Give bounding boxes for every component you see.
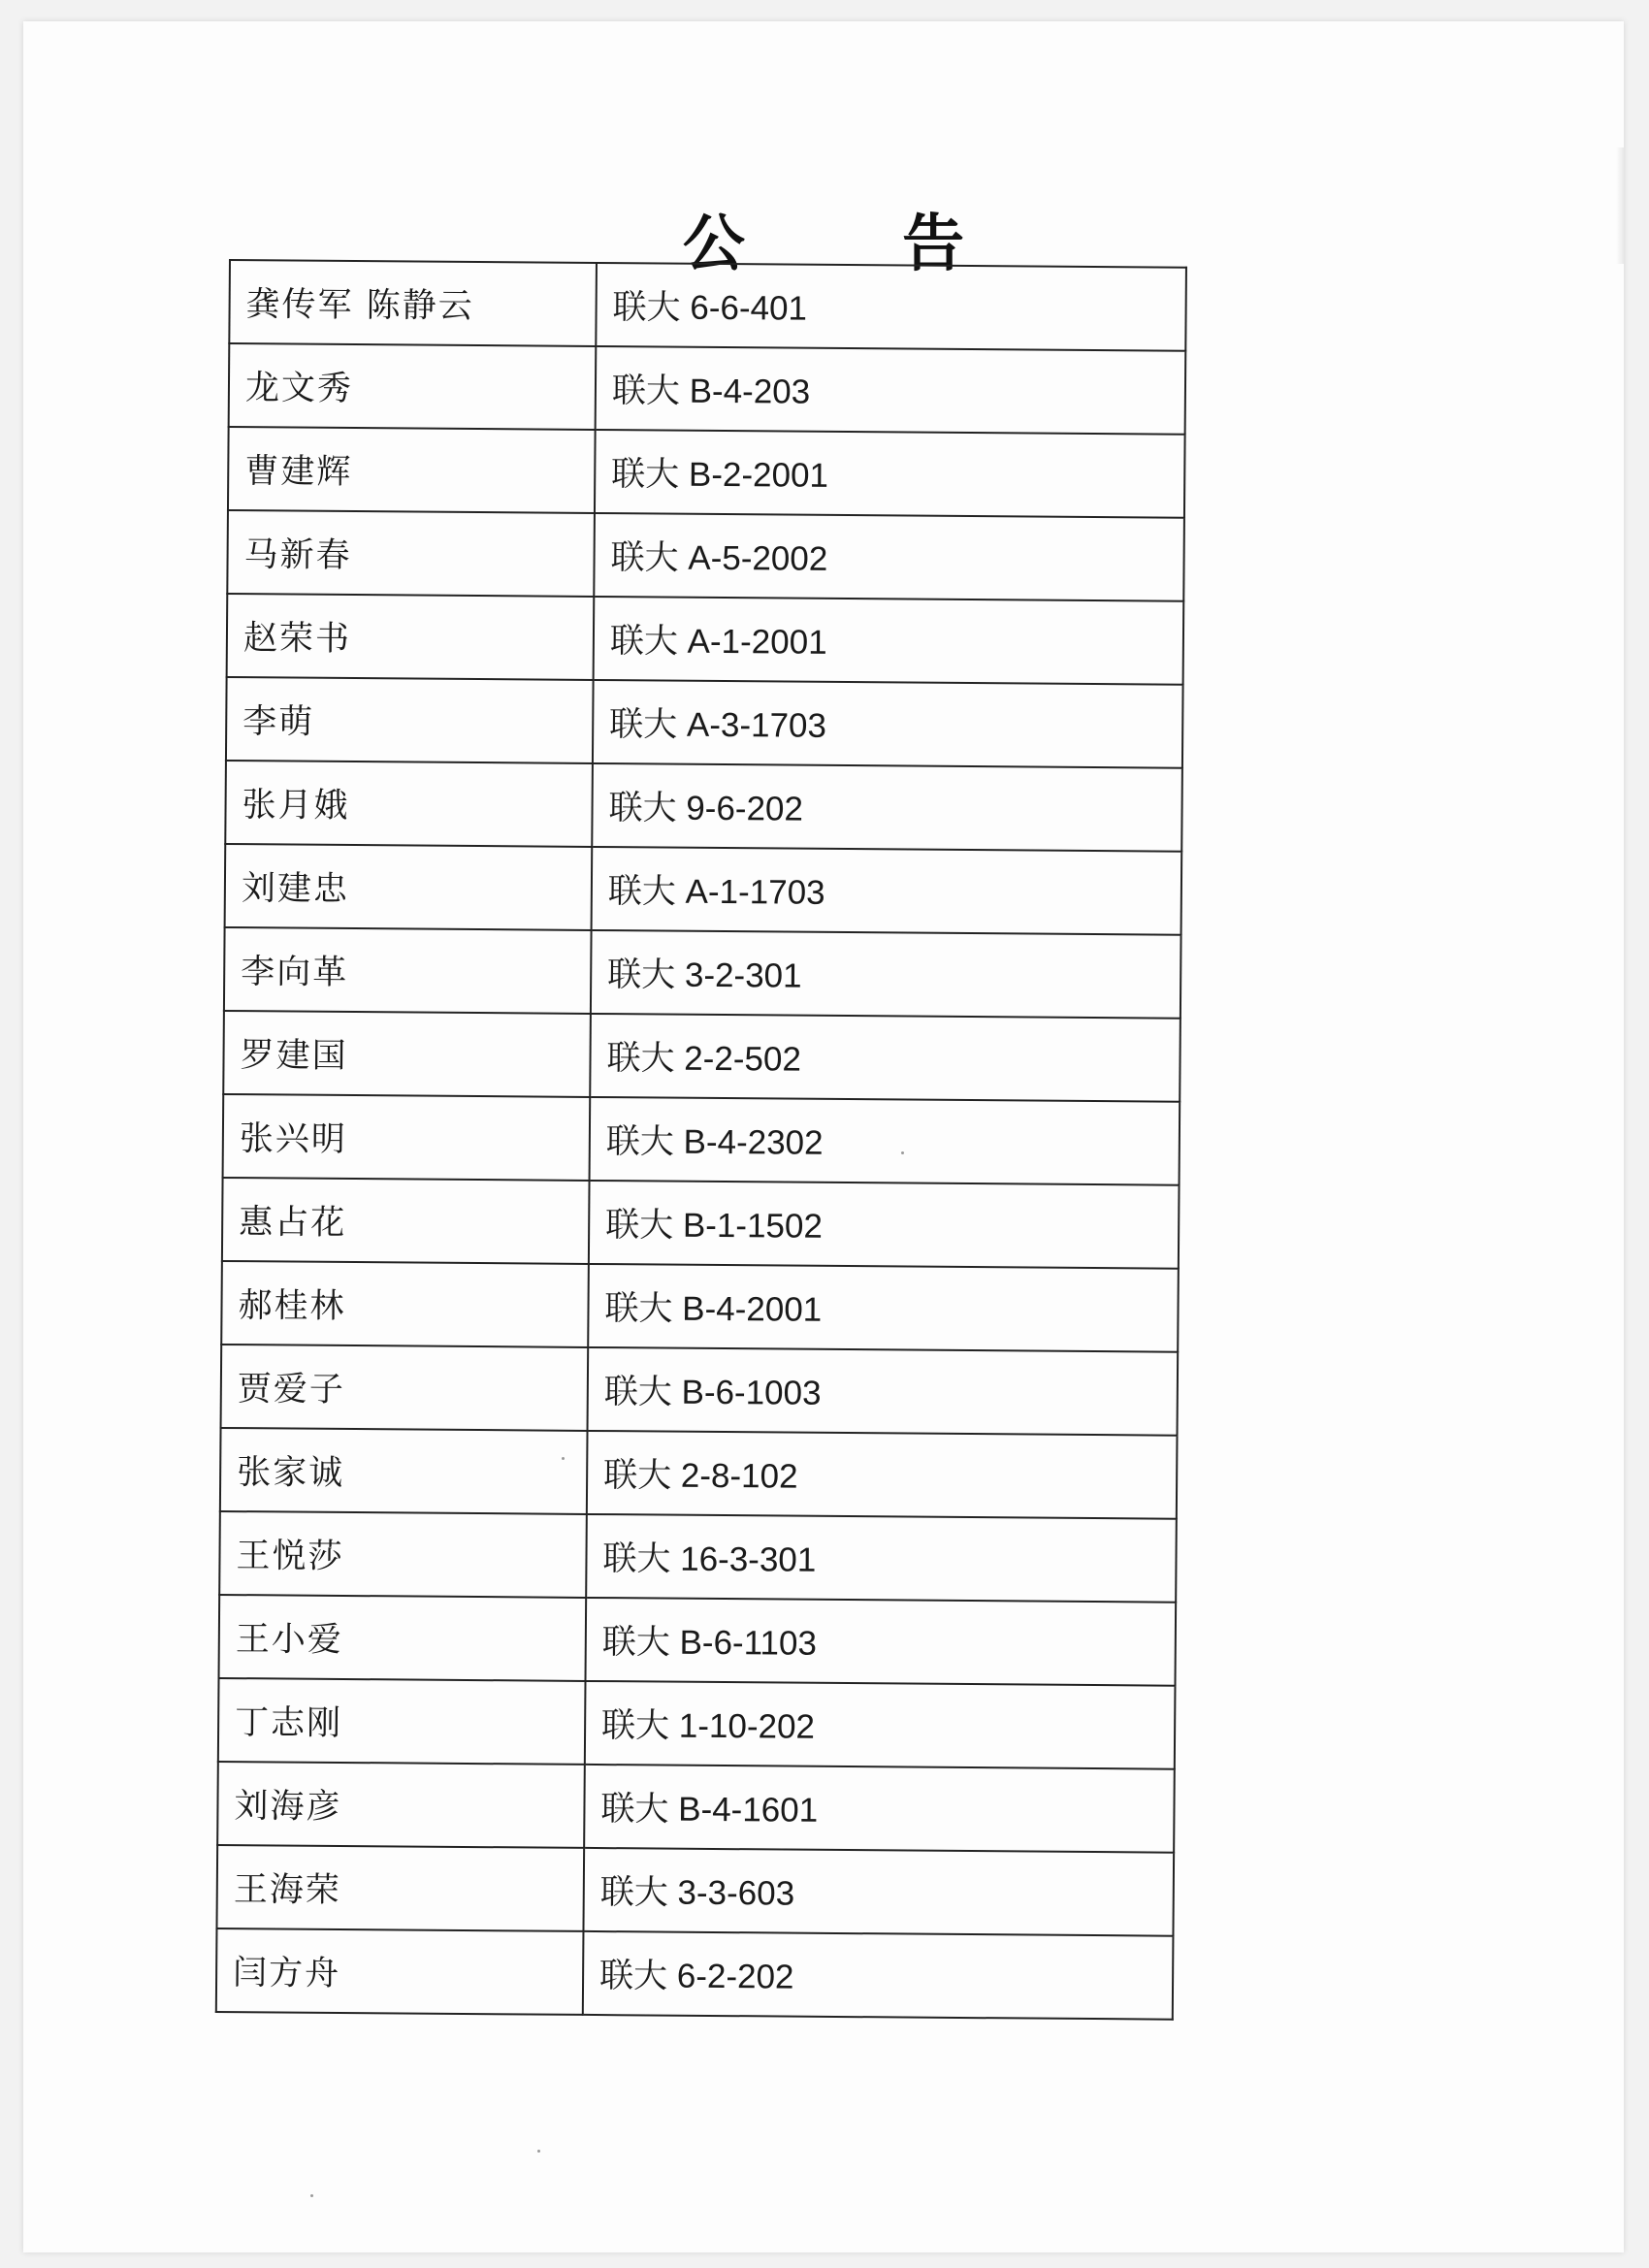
resident-name: 丁志刚 bbox=[218, 1678, 586, 1765]
resident-address: 联大 A-5-2002 bbox=[594, 513, 1184, 601]
table-row bbox=[219, 1595, 1177, 1686]
table-row bbox=[224, 927, 1181, 1019]
resident-address: 联大 B-4-2302 bbox=[590, 1097, 1180, 1185]
scan-speck bbox=[537, 2150, 540, 2153]
resident-name: 赵荣书 bbox=[227, 594, 595, 680]
resident-name: 贾爱子 bbox=[221, 1345, 589, 1431]
table-row bbox=[229, 260, 1186, 351]
resident-address: 联大 B-1-1502 bbox=[589, 1181, 1180, 1269]
resident-name: 龙文秀 bbox=[229, 343, 597, 430]
table-row bbox=[223, 1094, 1180, 1185]
resident-address: 联大 A-1-2001 bbox=[594, 597, 1184, 685]
table-row bbox=[222, 1178, 1180, 1269]
scan-speck bbox=[562, 1457, 565, 1460]
resident-name: 王悦莎 bbox=[219, 1511, 587, 1598]
table-row bbox=[225, 844, 1182, 935]
table-row bbox=[216, 1928, 1174, 2020]
resident-name: 闫方舟 bbox=[216, 1928, 584, 2015]
resident-address: 联大 1-10-202 bbox=[585, 1681, 1176, 1769]
resident-name: 张家诚 bbox=[220, 1428, 588, 1514]
resident-address: 联大 A-3-1703 bbox=[593, 680, 1183, 768]
resident-address: 联大 6-6-401 bbox=[596, 263, 1186, 351]
table-row bbox=[223, 1011, 1180, 1102]
table-row bbox=[226, 677, 1183, 768]
table-row bbox=[218, 1678, 1176, 1769]
resident-name: 曹建辉 bbox=[228, 427, 596, 513]
table-row bbox=[227, 594, 1184, 685]
resident-address: 联大 3-2-301 bbox=[591, 930, 1181, 1019]
resident-name: 王小爱 bbox=[219, 1595, 587, 1681]
resident-address: 联大 6-2-202 bbox=[583, 1931, 1174, 2020]
table-row bbox=[225, 761, 1182, 852]
resident-name: 张兴明 bbox=[223, 1094, 591, 1181]
table-row bbox=[221, 1261, 1179, 1352]
resident-address: 联大 B-4-1601 bbox=[584, 1765, 1175, 1853]
table-row bbox=[229, 343, 1186, 435]
scan-speck bbox=[901, 1151, 904, 1154]
resident-address: 联大 B-6-1103 bbox=[585, 1598, 1176, 1686]
resident-address: 联大 B-6-1003 bbox=[588, 1347, 1179, 1436]
resident-name: 王海荣 bbox=[216, 1845, 584, 1931]
resident-address: 联大 2-8-102 bbox=[587, 1431, 1178, 1519]
resident-address: 联大 9-6-202 bbox=[592, 763, 1182, 852]
resident-name: 惠占花 bbox=[222, 1178, 590, 1264]
resident-name: 张月娥 bbox=[225, 761, 593, 847]
page-title: 公 告 bbox=[682, 209, 1033, 280]
resident-name: 刘海彦 bbox=[217, 1762, 585, 1848]
table-row bbox=[216, 1845, 1174, 1936]
resident-address: 联大 16-3-301 bbox=[586, 1514, 1177, 1603]
resident-name: 郝桂林 bbox=[221, 1261, 589, 1347]
table-row bbox=[228, 427, 1185, 518]
resident-address: 联大 B-4-203 bbox=[596, 346, 1186, 435]
resident-address: 联大 B-4-2001 bbox=[588, 1264, 1179, 1352]
resident-address: 联大 B-2-2001 bbox=[595, 430, 1185, 518]
resident-table-body bbox=[216, 260, 1186, 2020]
resident-name: 刘建忠 bbox=[225, 844, 593, 930]
resident-name: 罗建国 bbox=[223, 1011, 591, 1097]
resident-address: 联大 3-3-603 bbox=[583, 1848, 1174, 1936]
table-row bbox=[220, 1428, 1178, 1519]
resident-name: 龚传军 陈静云 bbox=[229, 260, 597, 346]
resident-name: 李向革 bbox=[224, 927, 592, 1014]
table-row bbox=[217, 1762, 1175, 1853]
resident-address: 联大 2-2-502 bbox=[590, 1014, 1180, 1102]
table-row bbox=[219, 1511, 1177, 1603]
resident-name: 李萌 bbox=[226, 677, 594, 763]
scan-speck bbox=[310, 2194, 313, 2197]
table-row bbox=[221, 1345, 1179, 1436]
scanned-page bbox=[23, 21, 1624, 2252]
resident-table bbox=[215, 259, 1187, 2021]
table-row bbox=[227, 510, 1184, 601]
resident-name: 马新春 bbox=[227, 510, 595, 597]
resident-address: 联大 A-1-1703 bbox=[592, 847, 1182, 935]
